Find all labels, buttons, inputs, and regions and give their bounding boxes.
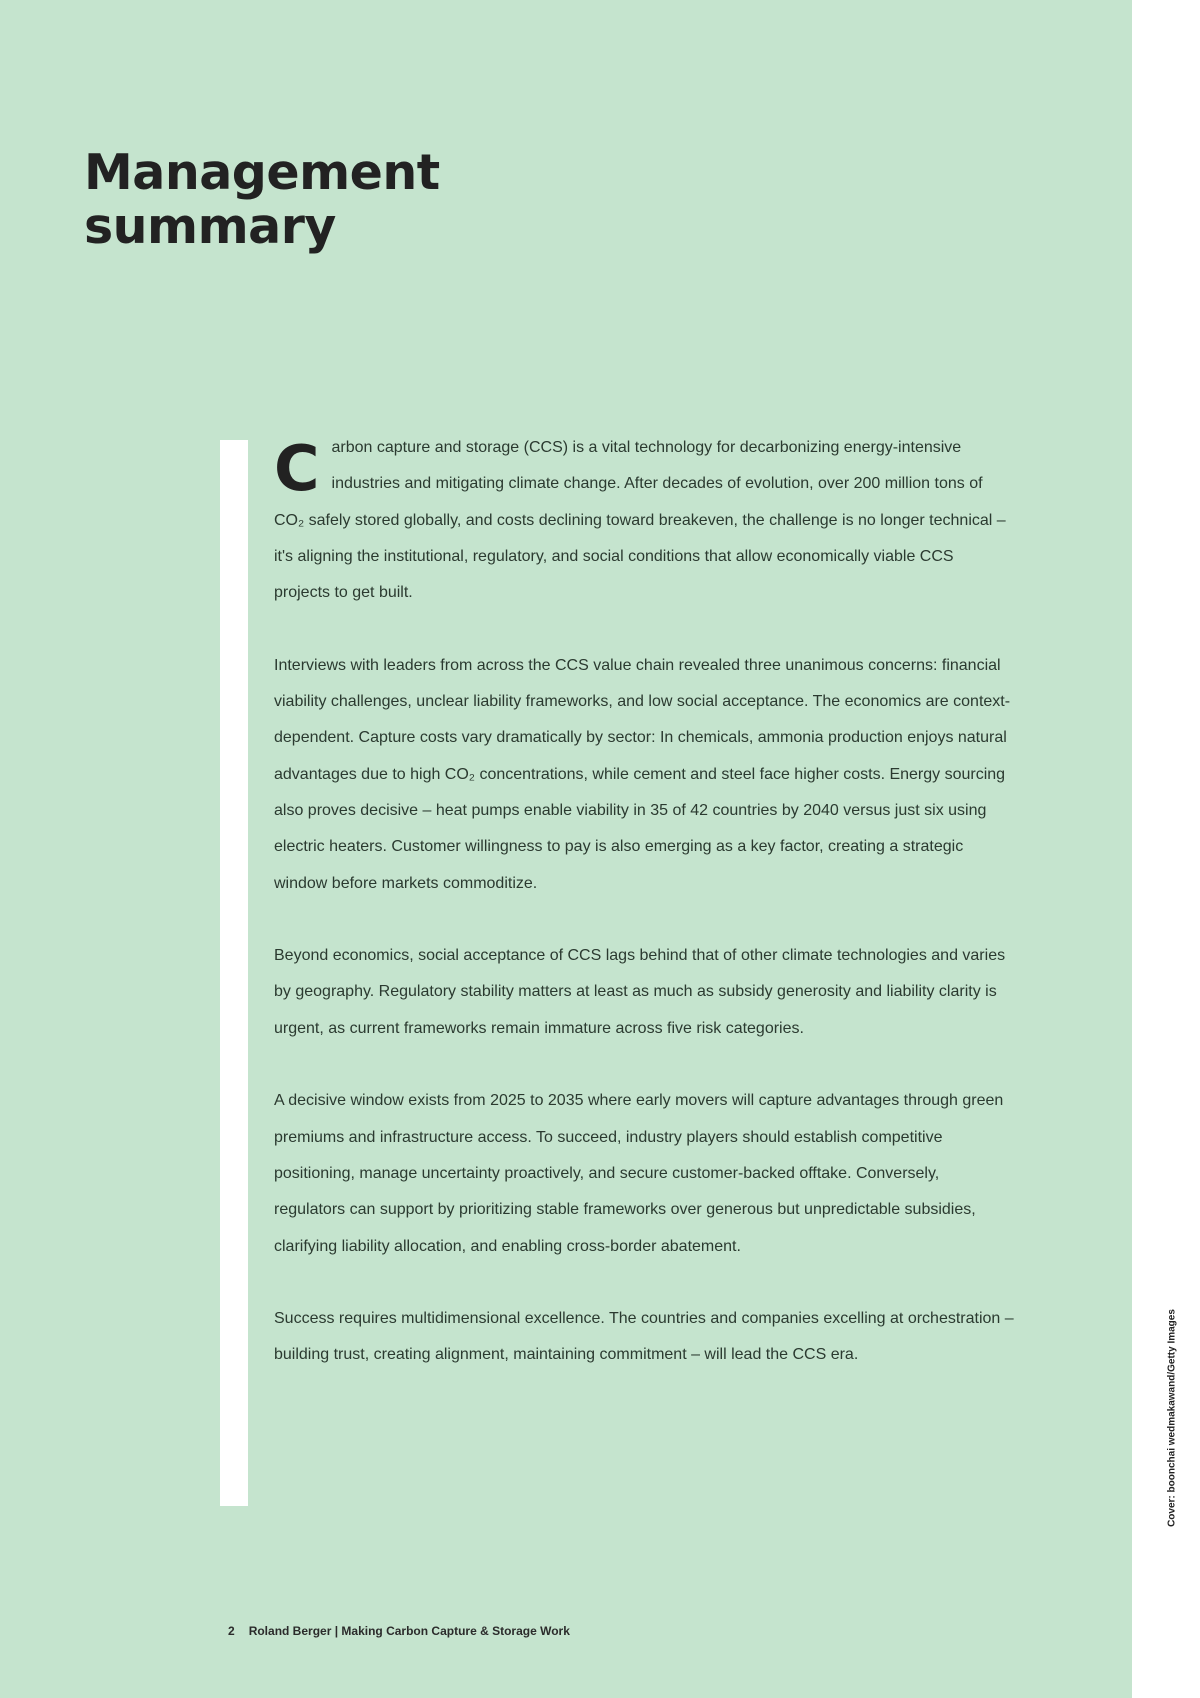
summary-body [274, 430, 1014, 1410]
accent-bar [220, 440, 248, 1506]
page-title-line-2: summary [84, 198, 336, 255]
page-title-line-1: Management [84, 144, 440, 201]
page-number: 2 [228, 1624, 235, 1638]
paragraph-1-text: arbon capture and storage (CCS) is a vital technology for decarbonizing energy-intensive industries and mitigating climate change. After decades of evolution, over 200 million tons of CO₂ safely stored globally, and costs declining toward breakeven, the challenge is no longer technical – it's aligning the institutional, regulatory, and social conditions that allow economically viable CCS projects to get built. [274, 439, 1006, 602]
paragraph-4: A decisive window exists from 2025 to 2035 where early movers will capture advantages through green premiums and infrastructure access. To succeed, industry players should establish competitive positioning, manage uncertainty proactively, and secure customer-backed offtake. Conversely, regulators can support by prioritizing stable frameworks over generous but unpredictable subsidies, clarifying liability allocation, and enabling cross-border abatement. [274, 1092, 1004, 1255]
image-credit: Cover: boonchai wedmakawand/Getty Images [1166, 1309, 1178, 1527]
footer-title: Roland Berger | Making Carbon Capture & Storage Work [248, 1624, 570, 1638]
paragraph-2: Interviews with leaders from across the CCS value chain revealed three unanimous concerns: financial viability challenges, unclear liability frameworks, and low social acceptance. The economics are context-dependent. Capture costs vary dramatically by sector: In chemicals, ammonia production enjoys natural advantages due to high CO₂ concentrations, while cement and steel face higher costs. Energy sourcing also proves decisive – heat pumps enable viability in 35 of 42 countries by 2040 versus just six using electric heaters. Customer willingness to pay is also emerging as a key factor, creating a strategic window before markets commoditize. [274, 656, 1011, 892]
paragraph-3: Beyond economics, social acceptance of CCS lags behind that of other climate technologies and varies by geography. Regulatory stability matters at least as much as subsidy generosity and liability clarity is urgent, as current frameworks remain immature across five risk categories. [274, 947, 1006, 1037]
paragraph-1 [274, 430, 1014, 611]
drop-cap: C [274, 432, 320, 505]
page-title [84, 146, 440, 254]
paragraph-5: Success requires multidimensional excellence. The countries and companies excelling at orchestration – building trust, creating alignment, maintaining commitment – will lead the CCS era. [274, 1310, 1014, 1364]
page-footer [228, 1624, 570, 1638]
